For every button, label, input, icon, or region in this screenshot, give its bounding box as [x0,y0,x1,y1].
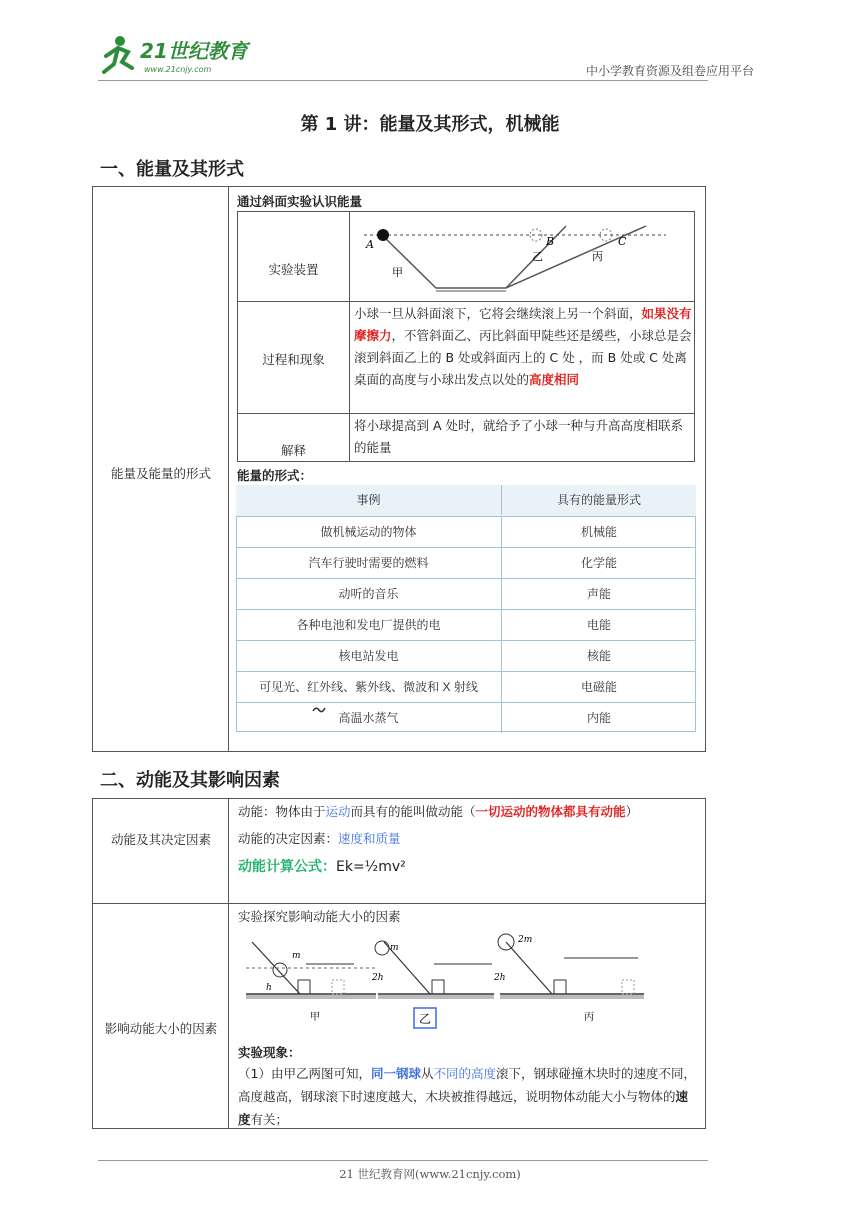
logo-text: 21世纪教育 [140,39,248,63]
energy-left-label: 能量及能量的形式 [110,466,211,481]
document-title: 第 1 讲：能量及其形式，机械能 [300,114,560,135]
header-rule [98,80,708,81]
height-label-yi: 2h [372,973,384,983]
incline-row-divider-2 [237,413,695,414]
example-cell: 核电站发电 [338,649,399,663]
example-cell: 各种电池和发电厂提供的电 [296,618,441,632]
kinetic-factors: 动能的决定因素：速度和质量 [238,831,401,846]
mass-label-yi: m [390,943,399,953]
figure-bing [493,934,644,1023]
example-cell: 汽车行驶时需要的燃料 [308,556,429,570]
table-row [236,702,696,732]
label-jia: 甲 [310,1012,320,1023]
incline-row-divider-1 [237,301,695,302]
phenomena-text: （1）由甲乙两图可知，同一钢球从不同的高度滚下，钢球碰撞木块时的速度不同，高度越高，钢球滚下时速度越大，木块被推得越远，说明物体动能大小与物体的速度有关； [238,1066,697,1127]
height-label-bing: 2h [494,973,506,983]
figure-jia [246,942,376,1023]
mass-label-jia: m [292,951,301,961]
kinetic-row2-label: 影响动能大小的因素 [104,1021,218,1036]
header-platform-text: 中小学教育资源及组卷应用平台 [585,64,754,78]
kinetic-definition: 动能：物体由于运动而具有的能叫做动能（一切运动的物体都具有动能） [238,804,639,819]
label-bing: 丙 [592,250,603,263]
energy-form-cell: 核能 [501,641,696,671]
energy-form-cell: 内能 [501,703,696,733]
label-bing: 丙 [584,1012,594,1023]
process-label: 过程和现象 [262,352,325,367]
example-cell: 高温水蒸气 [338,711,399,725]
experiment-title: 通过斜面实验认识能量 [237,194,363,209]
energy-form-cell: 机械能 [501,517,696,547]
explanation-label: 解释 [280,443,306,458]
logo-url: www.21cnjy.com [144,65,212,74]
table-row [236,516,696,547]
runner-icon [104,36,132,72]
example-cell: 做机械运动的物体 [320,525,417,539]
table-row [236,578,696,609]
table-row [236,640,696,671]
example-cell: 可见光、红外线、紫外线、微波和 X 射线 [259,680,478,694]
explanation-text: 将小球提高到 A 处时，就给予了小球一种与升高高度相联系的能量 [354,418,683,455]
example-cell: 动听的音乐 [338,587,399,601]
label-C: C [618,235,627,248]
label-yi: 乙 [419,1012,432,1026]
kinetic-row-divider [92,903,706,904]
ball [377,229,389,241]
energy-forms-title: 能量的形式： [237,468,313,483]
kinetic-row1-label: 动能及其决定因素 [110,832,211,847]
mass-label-bing: 2m [518,935,533,945]
energy-form-cell: 电能 [501,610,696,640]
incline-table-divider [237,211,350,462]
apparatus-label: 实验装置 [268,262,319,277]
header-example: 事例 [356,493,381,507]
label-A: A [366,238,374,251]
section1-heading: 一、能量及其形式 [100,159,244,180]
incline-apparatus-figure [356,218,692,298]
footer-rule [98,1160,708,1161]
label-B: B [546,235,555,248]
forms-table-header [236,485,696,516]
height-label-jia: h [266,983,272,993]
phenomena-title: 实验现象： [238,1045,301,1060]
energy-form-cell: 电磁能 [501,672,696,702]
energy-form-cell: 化学能 [501,548,696,578]
kinetic-experiment-title: 实验探究影响动能大小的因素 [238,909,401,924]
header-energy-form: 具有的能量形式 [501,485,696,515]
table-row [236,547,696,578]
table-row [236,609,696,640]
steam-icon [312,705,326,715]
logo [98,34,258,80]
kinetic-formula: 动能计算公式：Ek=½mv² [238,859,406,875]
label-jia: 甲 [392,266,403,279]
figure-yi [371,941,494,1028]
label-yi: 乙 [532,250,543,263]
footer-text: 21 世纪教育网(www.21cnjy.com) [339,1167,521,1181]
section2-heading: 二、动能及其影响因素 [100,770,280,791]
table-row [236,671,696,702]
process-text: 小球一旦从斜面滚下，它将会继续滚上另一个斜面，如果没有摩擦力，不管斜面乙、丙比斜面甲陡些还是缓些，小球总是会滚到斜面乙上的 B 处或斜面丙上的 C 处 ，而 B 处或 C 处离桌面的高度与小球出发点以处的高度相同 [354,306,692,387]
energy-form-cell: 声能 [501,579,696,609]
kinetic-experiment-figure [244,928,664,1038]
